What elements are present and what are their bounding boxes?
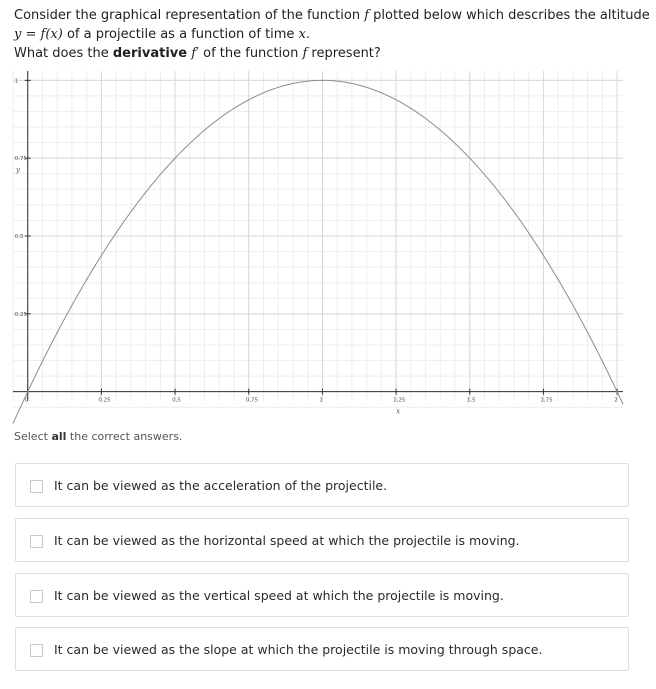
data-point [86,279,87,280]
answer-option[interactable] [15,627,629,671]
data-point [587,332,588,333]
question-text [14,6,650,63]
data-point [263,92,264,93]
option-label: It can be viewed as the slope at which the projectile is moving through space. [54,642,543,657]
data-point [440,130,441,131]
question-text-part: Consider the graphical representation of the function [14,8,365,23]
x-tick-label: 1,75 [540,397,553,404]
tick-labels [15,78,618,415]
y-tick-label: 0,75 [14,156,27,163]
question-line-1 [14,6,650,25]
data-point [410,108,411,109]
checkbox[interactable] [30,480,43,493]
data-point [233,108,234,109]
math-x: x [298,27,306,42]
math-f: f [40,27,46,42]
math-f-prime: f′ [187,46,199,61]
x-tick-label: 1,5 [466,397,476,404]
math-f: f [364,8,370,23]
data-point [381,92,382,93]
data-point [558,279,559,280]
data-point [57,332,58,333]
question-bold-word: derivative [112,46,188,61]
y-tick-label: 0,25 [14,311,27,318]
data-point [174,158,175,159]
question-text-part: of the function [198,46,303,61]
data-point [27,391,28,392]
x-tick-label: 1 [319,397,323,404]
x-tick-label: 1,25 [393,397,406,404]
math-argument: (x) [45,27,63,42]
x-tick-label: 0,5 [172,397,181,404]
y-tick-label: 0,5 [14,234,24,240]
question-text-part: . [305,27,311,42]
y-axis-label: y [15,166,20,175]
altitude-graph [13,71,623,416]
data-point [499,192,500,193]
data-point [204,130,205,131]
checkbox[interactable] [30,644,43,657]
option-label: It can be viewed as the horizontal speed at which the projectile is moving. [54,533,520,548]
math-equals: = [21,27,41,42]
grid-major [13,71,623,401]
question-text-part: of a projectile as a function of time [62,27,299,42]
question-line-3 [14,44,644,63]
data-point [116,232,117,233]
instruction-bold: all [51,430,67,443]
x-tick-label: 0,25 [98,397,111,404]
instruction-suffix: the correct answers. [66,430,183,443]
data-point [469,158,470,159]
grid-minor [13,71,623,407]
x-axis-label: x [396,407,401,416]
question-text-part: represent? [307,46,381,61]
option-label: It can be viewed as the vertical speed at which the projectile is moving. [54,588,504,603]
instruction-text [14,430,182,443]
question-line-2 [14,25,644,44]
data-point [145,192,146,193]
data-point [322,80,323,81]
checkbox[interactable] [30,535,43,548]
data-point [617,391,618,392]
data-point [292,83,293,84]
y-tick-label: 1 [14,78,19,85]
data-point [528,232,529,233]
answer-option[interactable] [15,573,629,617]
question-text-part: plotted below which describes the altitude [369,8,650,23]
x-tick-label: 2 [614,397,618,404]
math-y: y [14,27,22,42]
x-tick-label: 0,75 [245,397,258,404]
math-f: f [302,46,308,61]
checkbox[interactable] [30,590,43,603]
question-text-part: What does the [14,46,113,61]
instruction-prefix: Select [14,430,52,443]
answer-option[interactable] [15,518,629,562]
answer-option[interactable] [15,463,629,507]
option-label: It can be viewed as the acceleration of the projectile. [54,478,388,493]
x-tick-label: 0 [24,397,29,404]
data-point [351,83,352,84]
